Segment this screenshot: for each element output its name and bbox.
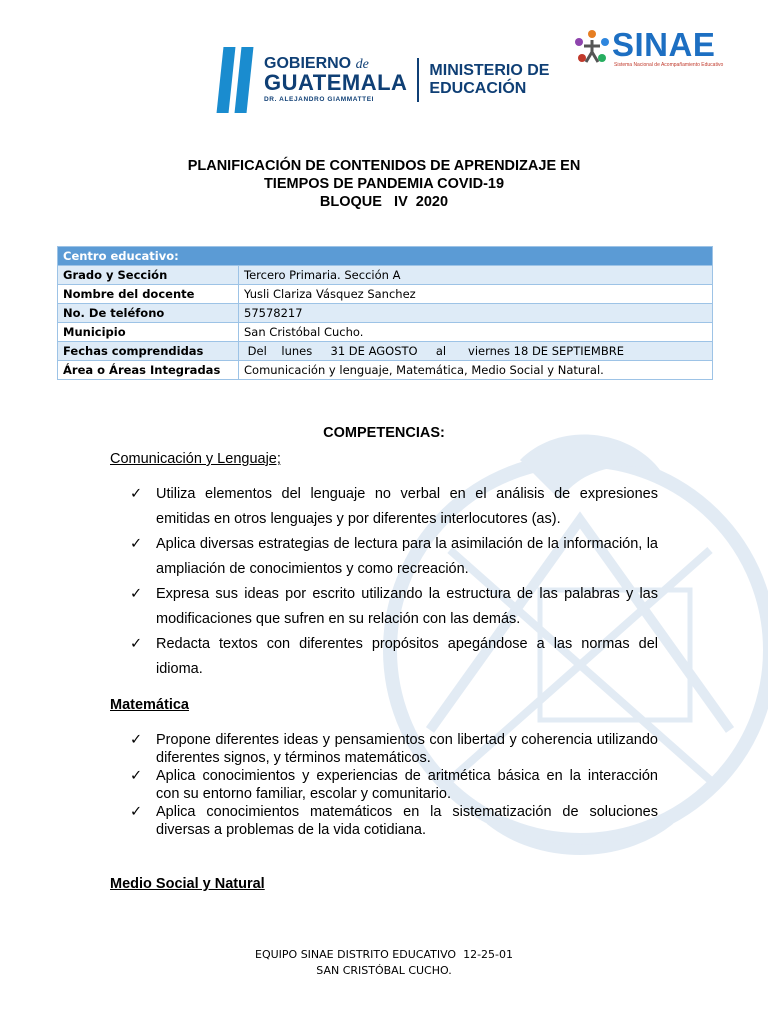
- table-row: [58, 361, 713, 380]
- list-item: [130, 482, 658, 532]
- list-item: [130, 767, 658, 803]
- section-heading-matematica: Matemática: [110, 697, 189, 713]
- flag-bars-icon: [220, 47, 250, 113]
- gov-logo-line2: GUATEMALA: [264, 70, 408, 96]
- table-row: [58, 323, 713, 342]
- item-text: Aplica diversas estrategias de lectura para la asimilación de la información, la ampliación de conocimientos y como recreación.: [156, 536, 658, 577]
- title-line3: BLOQUE IV 2020: [319, 194, 449, 210]
- check-icon: ✓: [130, 586, 143, 602]
- check-icon: ✓: [130, 732, 143, 748]
- check-icon: ✓: [130, 536, 143, 552]
- ministry-line2: EDUCACIÓN: [429, 80, 527, 97]
- item-text: Utiliza elementos del lenguaje no verbal en el análisis de expresiones emitidas en otros lenguajes y por diferentes interlocutores (as).: [156, 486, 658, 527]
- sinae-name: SINAE: [612, 26, 716, 63]
- table-header-row: [58, 247, 713, 266]
- table-row: [58, 304, 713, 323]
- item-text: Redacta textos con diferentes propósitos apegándose a las normas del idioma.: [156, 636, 658, 677]
- item-text: Aplica conocimientos matemáticos en la sistematización de soluciones diversas a problemas de la vida cotidiana.: [156, 804, 658, 838]
- check-icon: ✓: [130, 636, 143, 652]
- row-value: Yusli Clariza Vásquez Sanchez: [239, 285, 713, 304]
- row-label: Fechas comprendidas: [58, 342, 239, 361]
- list-item: [130, 803, 658, 839]
- list-item: [130, 632, 658, 682]
- row-label: Municipio: [58, 323, 239, 342]
- row-label: Área o Áreas Integradas: [58, 361, 239, 380]
- footer-line1: EQUIPO SINAE DISTRITO EDUCATIVO 12-25-01: [255, 948, 513, 961]
- row-label: Grado y Sección: [58, 266, 239, 285]
- section-heading-comunicacion: Comunicación y Lenguaje;: [110, 451, 281, 467]
- item-text: Aplica conocimientos y experiencias de aritmética básica en la interacción con su entorno familiar, escolar y comunitario.: [156, 768, 658, 802]
- sinae-logo: [572, 28, 722, 70]
- row-value: San Cristóbal Cucho.: [239, 323, 713, 342]
- footer: [0, 947, 768, 979]
- title-line1: PLANIFICACIÓN DE CONTENIDOS DE APRENDIZAJE EN: [187, 158, 581, 174]
- row-value: Comunicación y lenguaje, Matemática, Medio Social y Natural.: [239, 361, 713, 380]
- gobierno-guatemala-logo: [220, 44, 549, 116]
- list-item: [130, 532, 658, 582]
- row-label: Nombre del docente: [58, 285, 239, 304]
- check-icon: ✓: [130, 486, 143, 502]
- row-value: Del lunes 31 DE AGOSTO al viernes 18 DE SEPTIEMBRE: [239, 342, 713, 361]
- list-item: [130, 582, 658, 632]
- comunicacion-list: [130, 482, 658, 682]
- table-row: [58, 285, 713, 304]
- item-text: Propone diferentes ideas y pensamientos con libertad y coherencia utilizando diferentes signos, y términos matemáticos.: [156, 732, 658, 766]
- competencias-title: COMPETENCIAS:: [323, 425, 445, 441]
- document-title: [0, 157, 768, 211]
- item-text: Expresa sus ideas por escrito utilizando la estructura de las palabras y las modificaciones que sufren en su relación con las demás.: [156, 586, 658, 627]
- check-icon: ✓: [130, 804, 143, 820]
- gov-logo-line3: DR. ALEJANDRO GIAMMATTEI: [264, 96, 375, 104]
- matematica-list: [130, 731, 658, 839]
- row-value: 57578217: [239, 304, 713, 323]
- table-row: [58, 342, 713, 361]
- ministry-name: [429, 62, 549, 97]
- title-line2: TIEMPOS DE PANDEMIA COVID-19: [263, 176, 505, 192]
- table-row: [58, 266, 713, 285]
- check-icon: ✓: [130, 768, 143, 784]
- row-value: Tercero Primaria. Sección A: [239, 266, 713, 285]
- sinae-people-icon: [572, 28, 612, 68]
- section-heading-medio-social: Medio Social y Natural: [110, 876, 265, 892]
- footer-line2: SAN CRISTÓBAL CUCHO.: [316, 964, 452, 977]
- gov-logo-de: de: [355, 57, 369, 73]
- info-table: [57, 246, 713, 380]
- table-header-cell: Centro educativo:: [58, 247, 713, 266]
- list-item: [130, 731, 658, 767]
- row-label: No. De teléfono: [58, 304, 239, 323]
- gov-logo-line1: GOBIERNO: [264, 55, 352, 73]
- ministry-line1: MINISTERIO DE: [429, 62, 550, 80]
- sinae-subtitle: Sistema Nacional de Acompañamiento Educativo: [614, 62, 724, 68]
- logo-divider: [417, 58, 419, 102]
